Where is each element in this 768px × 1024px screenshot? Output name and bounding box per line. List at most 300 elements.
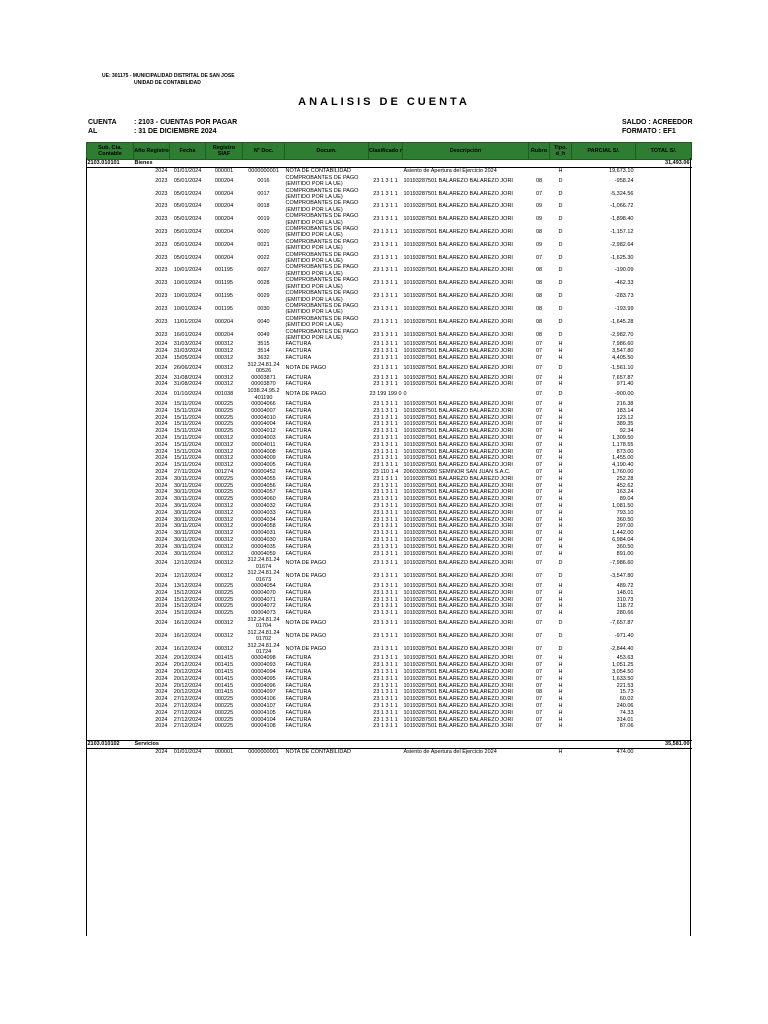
cell-rubro: 07 xyxy=(535,468,543,475)
col-descripcion: Descripción xyxy=(403,143,529,160)
cell-docum: FACTURA xyxy=(285,462,312,469)
cell-rubro: 07 xyxy=(535,348,543,355)
cell-rubro: 07 xyxy=(535,668,543,675)
table-row xyxy=(87,200,692,213)
cell-total xyxy=(636,630,692,643)
cell-tipo: H xyxy=(558,482,563,489)
cell-tipo: H xyxy=(558,610,563,617)
cell-tipo: D xyxy=(558,560,563,567)
cell-fecha: 16/12/2024 xyxy=(173,632,202,639)
cell-registro: 000312 xyxy=(214,374,234,381)
cell-descripcion: 10193287501 BALAREZO BALAREZO JORI xyxy=(403,482,513,489)
cell-fecha: 15/11/2024 xyxy=(173,400,202,407)
cell-total xyxy=(636,617,692,630)
cell-ndoc: 00004033 xyxy=(251,509,276,516)
cell-clasificador: 23 1 3 1 1 xyxy=(373,475,398,482)
cell-sub-cta xyxy=(87,435,134,442)
cell-fecha: 30/11/2024 xyxy=(173,475,202,482)
cell-sub-cta xyxy=(87,570,134,583)
cell-docum: COMPROBANTES DE PAGO (EMITIDO POR LA UE) xyxy=(285,277,359,290)
cuenta-value: : 2103 - CUENTAS POR PAGAR xyxy=(134,119,238,126)
cell-fecha: 12/12/2024 xyxy=(173,560,202,567)
cell-sub-cta xyxy=(87,517,134,524)
cell-fecha: 30/11/2024 xyxy=(173,530,202,537)
table-row xyxy=(87,252,692,265)
organization-block xyxy=(102,73,235,87)
cell-total xyxy=(636,517,692,524)
cell-rubro: 07 xyxy=(535,596,543,603)
cell-clasificador: 23 1 3 1 1 xyxy=(373,619,398,626)
cell-registro: 001415 xyxy=(214,655,234,662)
cell-ndoc: 0000000001 xyxy=(248,168,279,174)
cell-tipo: D xyxy=(558,267,563,274)
col-registro: Registro SIAF xyxy=(206,143,243,160)
cell-parcial: -5,324.56 xyxy=(610,190,634,197)
cell-registro: 000225 xyxy=(214,702,234,709)
cell-docum: FACTURA xyxy=(285,381,312,388)
cell-descripcion: Asiento de Apertura del Ejercicio 2024 xyxy=(403,749,497,756)
table-row xyxy=(87,277,692,290)
cell-anio: 2024 xyxy=(155,603,168,610)
cell-registro: 000225 xyxy=(214,596,234,603)
cell-rubro: 07 xyxy=(535,496,543,503)
cell-clasificador: 23 1 3 1 1 xyxy=(373,610,398,617)
cell-clasificador: 23 1 3 1 1 xyxy=(373,280,398,287)
cell-ndoc: 00000452 xyxy=(251,468,276,475)
cell-fecha: 11/01/2024 xyxy=(173,318,202,325)
cell-rubro: 07 xyxy=(535,530,543,537)
cell-parcial: 1,178.55 xyxy=(612,441,634,448)
cell-fecha: 05/01/2024 xyxy=(173,254,202,261)
cell-docum: FACTURA xyxy=(285,496,312,503)
cell-sub-cta xyxy=(87,476,134,483)
cell-registro: 000312 xyxy=(214,354,234,361)
cell-total xyxy=(636,401,692,408)
cell-clasificador: 23 1 3 1 1 xyxy=(373,675,398,682)
table-row xyxy=(87,570,692,583)
table-row xyxy=(87,689,692,696)
cell-sub-cta xyxy=(87,683,134,690)
cell-fecha: 30/11/2024 xyxy=(173,502,202,509)
cell-ndoc: 00004031 xyxy=(251,530,276,537)
cell-ndoc: 00004003 xyxy=(251,434,276,441)
cell-ndoc: 00004009 xyxy=(251,455,276,462)
cell-parcial: -283.73 xyxy=(614,293,634,300)
cell-parcial: 7,657.87 xyxy=(612,374,634,381)
table-row xyxy=(87,428,692,435)
cell-ndoc: 00004098 xyxy=(251,655,276,662)
cell-anio: 2023 xyxy=(155,177,168,184)
cell-docum: COMPROBANTES DE PAGO (EMITIDO POR LA UE) xyxy=(285,238,359,252)
cell-fecha: 20/12/2024 xyxy=(173,662,202,669)
cell-fecha: 16/12/2024 xyxy=(173,619,202,626)
cell-sub-cta xyxy=(87,415,134,422)
cell-ndoc: 0000000001 xyxy=(248,749,279,756)
cell-docum: FACTURA xyxy=(285,709,312,716)
cell-fecha: 27/12/2024 xyxy=(173,723,202,730)
table-row xyxy=(87,583,692,590)
cell-descripcion: 10193287501 BALAREZO BALAREZO JORI xyxy=(403,203,513,210)
cell-anio: 2024 xyxy=(155,462,168,469)
cell-total xyxy=(636,523,692,530)
cell-total xyxy=(636,483,692,490)
cell-descripcion: 10193287501 BALAREZO BALAREZO JORI xyxy=(403,550,513,557)
org-line-1: UE: 301175 - MUNICIPALIDAD DISTRITAL DE SAN JOSE xyxy=(102,73,235,79)
cell-docum: FACTURA xyxy=(285,400,312,407)
cell-fecha: 10/01/2024 xyxy=(173,305,202,312)
cell-tipo: H xyxy=(558,428,563,435)
cell-registro: 000225 xyxy=(214,407,234,414)
cell-registro: 001415 xyxy=(214,689,234,696)
cell-fecha: 15/11/2024 xyxy=(173,407,202,414)
cell-tipo: H xyxy=(558,655,563,662)
cell-tipo: H xyxy=(558,489,563,496)
cell-descripcion: 10193287501 BALAREZO BALAREZO JORI xyxy=(403,696,513,703)
cell-clasificador: 23 1 3 1 1 xyxy=(373,331,398,338)
cell-registro: 001415 xyxy=(214,662,234,669)
cell-total xyxy=(636,603,692,610)
cell-fecha: 20/12/2024 xyxy=(173,655,202,662)
cell-descripcion: 10193287501 BALAREZO BALAREZO JORI xyxy=(403,573,513,580)
cell-rubro: 08 xyxy=(535,177,543,184)
cell-sub-cta xyxy=(87,523,134,530)
cell-tipo: H xyxy=(558,421,563,428)
cell-rubro: 07 xyxy=(535,190,543,197)
spacer-cell xyxy=(87,730,692,741)
cell-parcial: 7,986.60 xyxy=(612,341,634,348)
cell-sub-cta xyxy=(87,341,134,348)
cell-clasificador: 23 1 3 1 1 xyxy=(373,241,398,248)
cell-tipo: H xyxy=(558,475,563,482)
cell-sub-cta xyxy=(87,483,134,490)
table-row xyxy=(87,401,692,408)
cell-parcial: 216.38 xyxy=(616,400,634,407)
cell-parcial: -2,982.70 xyxy=(610,331,634,338)
cell-rubro: 07 xyxy=(535,364,543,371)
cell-descripcion: 10193287501 BALAREZO BALAREZO JORI xyxy=(403,441,513,448)
cell-parcial: -2,982.64 xyxy=(610,241,634,248)
cell-parcial: 310.73 xyxy=(616,596,634,603)
cell-total xyxy=(636,551,692,558)
cell-ndoc: 0022 xyxy=(257,254,270,261)
cell-total xyxy=(636,290,692,303)
cell-clasificador: 23 1 3 1 1 xyxy=(373,364,398,371)
cell-parcial: 971.40 xyxy=(616,381,634,388)
cell-ndoc: 312.24.81.24 01704 xyxy=(247,616,280,630)
cell-clasificador: 23 1 3 1 1 xyxy=(373,655,398,662)
cell-registro: 000225 xyxy=(214,603,234,610)
saldo-text: SALDO : ACREEDOR xyxy=(622,119,693,126)
cell-tipo: D xyxy=(558,190,563,197)
cell-parcial: -462.33 xyxy=(614,280,634,287)
cell-docum: FACTURA xyxy=(285,662,312,669)
cell-tipo: H xyxy=(558,400,563,407)
cell-docum: COMPROBANTES DE PAGO (EMITIDO POR LA UE) xyxy=(285,290,359,303)
cell-sub-cta xyxy=(87,388,134,401)
cell-descripcion: 10193287501 BALAREZO BALAREZO JORI xyxy=(403,523,513,530)
cell-parcial: -1,066.72 xyxy=(610,203,634,210)
cell-clasificador: 23 1 3 1 1 xyxy=(373,603,398,610)
cell-docum: NOTA DE PAGO xyxy=(285,560,327,567)
cell-total xyxy=(636,583,692,590)
cell-registro: 000225 xyxy=(214,482,234,489)
cell-fecha: 05/01/2024 xyxy=(173,177,202,184)
cell-sub-cta xyxy=(87,603,134,610)
cell-anio: 2024 xyxy=(155,434,168,441)
report-title: ANALISIS DE CUENTA xyxy=(298,96,470,108)
cell-tipo: H xyxy=(558,716,563,723)
cell-clasificador: 23 1 3 1 1 xyxy=(373,489,398,496)
cell-anio: 2024 xyxy=(155,530,168,537)
cell-sub-cta xyxy=(87,168,134,175)
cell-descripcion: 10193287501 BALAREZO BALAREZO JORI xyxy=(403,462,513,469)
cell-descripcion: 10193287501 BALAREZO BALAREZO JORI xyxy=(403,254,513,261)
cell-sub-cta xyxy=(87,329,134,342)
cell-rubro: 08 xyxy=(535,689,543,696)
cell-parcial: 297.00 xyxy=(616,523,634,530)
cell-anio: 2024 xyxy=(155,414,168,421)
cell-tipo: D xyxy=(558,619,563,626)
table-row xyxy=(87,442,692,449)
cell-parcial: 1,309.50 xyxy=(612,434,634,441)
cell-anio: 2024 xyxy=(155,573,168,580)
cell-fecha: 15/11/2024 xyxy=(173,462,202,469)
account-info xyxy=(88,118,237,136)
cell-total xyxy=(636,469,692,476)
cell-total xyxy=(636,375,692,382)
cell-ndoc: 3514 xyxy=(257,348,270,355)
cell-sub-cta xyxy=(87,303,134,316)
cell-registro: 000204 xyxy=(214,241,234,248)
cell-fecha: 15/12/2024 xyxy=(173,596,202,603)
cell-rubro: 07 xyxy=(535,254,543,261)
cell-ndoc: 0017 xyxy=(257,190,270,197)
table-row xyxy=(87,239,692,252)
cell-descripcion: 10193287501 BALAREZO BALAREZO JORI xyxy=(403,516,513,523)
cell-anio: 2023 xyxy=(155,190,168,197)
cell-rubro xyxy=(529,168,550,175)
cell-sub-cta xyxy=(87,489,134,496)
cell-ndoc: 0049 xyxy=(257,331,270,338)
cell-descripcion: 10193287501 BALAREZO BALAREZO JORI xyxy=(403,241,513,248)
cell-sub-cta xyxy=(87,610,134,617)
cell-anio: 2024 xyxy=(155,668,168,675)
cell-anio: 2024 xyxy=(155,496,168,503)
cell-registro: 000312 xyxy=(214,530,234,537)
cell-rubro: 07 xyxy=(535,610,543,617)
cell-fecha: 26/06/2024 xyxy=(173,364,202,371)
cell-rubro: 09 xyxy=(535,241,543,248)
cell-registro: 001415 xyxy=(214,675,234,682)
cell-tipo: D xyxy=(558,293,563,300)
cell-fecha: 20/12/2024 xyxy=(173,682,202,689)
cell-tipo: H xyxy=(558,596,563,603)
cell-fecha: 30/11/2024 xyxy=(173,516,202,523)
cell-parcial: 3,054.50 xyxy=(612,668,634,675)
cell-fecha: 05/01/2024 xyxy=(173,203,202,210)
cell-descripcion: 10193287501 BALAREZO BALAREZO JORI xyxy=(403,682,513,689)
cell-total xyxy=(636,421,692,428)
cell-sub-cta xyxy=(87,277,134,290)
cell-tipo: H xyxy=(558,543,563,550)
cell-tipo: H xyxy=(558,668,563,675)
cell-docum: COMPROBANTES DE PAGO (EMITIDO POR LA UE) xyxy=(285,328,359,341)
cell-total xyxy=(636,264,692,277)
cell-docum: FACTURA xyxy=(285,696,312,703)
cell-registro: 000312 xyxy=(214,348,234,355)
cell-descripcion: 10193287501 BALAREZO BALAREZO JORI xyxy=(403,331,513,338)
table-body xyxy=(87,160,692,756)
cell-rubro: 07 xyxy=(535,550,543,557)
cell-rubro: 07 xyxy=(535,716,543,723)
cell-clasificador: 23 1 3 1 1 xyxy=(373,414,398,421)
cell-ndoc: 0030 xyxy=(257,305,270,312)
cell-clasificador: 23 1 3 1 1 xyxy=(373,190,398,197)
cell-total xyxy=(636,348,692,355)
cell-total xyxy=(636,676,692,683)
cell-total xyxy=(636,428,692,435)
cell-sub-cta xyxy=(87,643,134,656)
cell-registro: 000312 xyxy=(214,441,234,448)
cell-anio: 2024 xyxy=(155,749,168,756)
cell-sub-cta xyxy=(87,749,134,756)
cell-registro: 001195 xyxy=(215,267,233,274)
cell-anio: 2023 xyxy=(155,254,168,261)
cell-ndoc: 00004107 xyxy=(251,702,276,709)
cell-total xyxy=(636,570,692,583)
cell-docum: FACTURA xyxy=(285,543,312,550)
table-row xyxy=(87,537,692,544)
cell-parcial: -7,986.60 xyxy=(610,560,634,567)
cell-clasificador: 23 1 3 1 1 xyxy=(373,293,398,300)
cell-ndoc: 00004106 xyxy=(251,696,276,703)
cell-anio: 2024 xyxy=(155,482,168,489)
cell-ndoc: 00004054 xyxy=(251,582,276,589)
table-row xyxy=(87,655,692,662)
cell-sub-cta xyxy=(87,290,134,303)
cell-registro: 000225 xyxy=(214,414,234,421)
cell-rubro: 07 xyxy=(535,455,543,462)
cell-parcial: -900.00 xyxy=(614,391,634,398)
cell-parcial: 1,760.00 xyxy=(612,468,634,475)
cell-ndoc: 00004056 xyxy=(251,482,276,489)
cell-ndoc: 00004094 xyxy=(251,668,276,675)
cell-total xyxy=(636,455,692,462)
cell-parcial: 92.34 xyxy=(619,428,634,435)
cell-tipo: H xyxy=(558,462,563,469)
cell-descripcion: 0 xyxy=(403,391,407,398)
cell-fecha: 15/11/2024 xyxy=(173,434,202,441)
cell-registro: 000225 xyxy=(214,475,234,482)
cell-tipo: H xyxy=(558,455,563,462)
cell-total xyxy=(636,510,692,517)
cell-docum: FACTURA xyxy=(285,441,312,448)
cell-docum: NOTA DE PAGO xyxy=(285,573,327,580)
cell-parcial: 489.72 xyxy=(616,582,634,589)
cell-tipo: H xyxy=(558,523,563,530)
cell-rubro: 07 xyxy=(535,589,543,596)
cell-fecha: 30/11/2024 xyxy=(173,523,202,530)
cell-total xyxy=(636,252,692,265)
cell-sub-cta xyxy=(87,455,134,462)
cell-descripcion: 20603300280 SEMINOR SAN JUAN S.A.C. xyxy=(403,468,511,475)
cell-clasificador: 23 1 3 1 1 xyxy=(373,421,398,428)
cell-registro: 000225 xyxy=(214,696,234,703)
cell-tipo: H xyxy=(558,749,563,756)
cell-rubro: 07 xyxy=(535,374,543,381)
cell-clasificador: 23 1 3 1 1 xyxy=(373,318,398,325)
cell-docum: FACTURA xyxy=(285,610,312,617)
cell-anio: 2024 xyxy=(155,400,168,407)
table-row xyxy=(87,462,692,469)
cell-ndoc: 3515 xyxy=(257,341,270,348)
cell-docum: FACTURA xyxy=(285,448,312,455)
cell-rubro: 07 xyxy=(535,421,543,428)
cell-ndoc: 00004059 xyxy=(251,550,276,557)
cell-ndoc: 00004055 xyxy=(251,475,276,482)
table-row xyxy=(87,630,692,643)
cell-rubro: 07 xyxy=(535,400,543,407)
cell-fecha: 01/01/2024 xyxy=(173,168,202,174)
cell-clasificador: 23 1 3 1 1 xyxy=(373,428,398,435)
cell-rubro: 07 xyxy=(535,462,543,469)
cell-total xyxy=(636,213,692,226)
cell-parcial: 19,673.10 xyxy=(609,168,634,174)
cell-total xyxy=(636,643,692,656)
cell-registro: 000225 xyxy=(214,709,234,716)
cell-registro: 000312 xyxy=(214,543,234,550)
cell-descripcion: 10193287501 BALAREZO BALAREZO JORI xyxy=(403,716,513,723)
cell-clasificador: 23 1 3 1 1 xyxy=(373,341,398,348)
cell-anio: 2024 xyxy=(155,448,168,455)
cell-docum: COMPROBANTES DE PAGO (EMITIDO POR LA UE) xyxy=(285,251,359,265)
cell-anio: 2024 xyxy=(155,381,168,388)
cell-descripcion: 10193287501 BALAREZO BALAREZO JORI xyxy=(403,662,513,669)
cell-docum: FACTURA xyxy=(285,716,312,723)
cell-registro: 000204 xyxy=(214,216,234,223)
cell-ndoc: 312.24.81.24 01724 xyxy=(247,642,280,655)
cell-descripcion: 10193287501 BALAREZO BALAREZO JORI xyxy=(403,177,513,184)
cell-rubro: 07 xyxy=(535,696,543,703)
cell-rubro: 07 xyxy=(535,560,543,567)
cell-parcial: 183.14 xyxy=(616,407,634,414)
cell-sub-cta xyxy=(87,421,134,428)
cell-clasificador: 23 1 3 1 1 xyxy=(373,560,398,567)
cell-registro: 001038 xyxy=(214,391,234,398)
cell-sub-cta xyxy=(87,717,134,724)
cell-docum: NOTA DE PAGO xyxy=(285,645,327,652)
cell-fecha: 15/12/2024 xyxy=(173,610,202,617)
cell-registro: 000225 xyxy=(214,400,234,407)
cell-docum: FACTURA xyxy=(285,596,312,603)
cell-anio: 2024 xyxy=(155,709,168,716)
cell-docum: COMPROBANTES DE PAGO (EMITIDO POR LA UE) xyxy=(285,174,359,188)
table-row xyxy=(87,348,692,355)
cell-clasificador: 23 1 3 1 1 xyxy=(373,434,398,441)
cell-descripcion: 10193287501 BALAREZO BALAREZO JORI xyxy=(403,348,513,355)
cell-total xyxy=(636,168,692,175)
cell-registro: 000312 xyxy=(214,364,234,371)
cell-clasificador: 23 1 3 1 1 xyxy=(373,689,398,696)
cell-registro: 000225 xyxy=(214,723,234,730)
cell-registro: 000312 xyxy=(214,523,234,530)
cell-descripcion: 10193287501 BALAREZO BALAREZO JORI xyxy=(403,364,513,371)
cell-docum: FACTURA xyxy=(285,341,312,348)
cell-parcial: 87.06 xyxy=(619,723,634,730)
col-fecha: Fecha xyxy=(170,143,206,160)
cell-docum: FACTURA xyxy=(285,655,312,662)
cell-descripcion: 10193287501 BALAREZO BALAREZO JORI xyxy=(403,267,513,274)
